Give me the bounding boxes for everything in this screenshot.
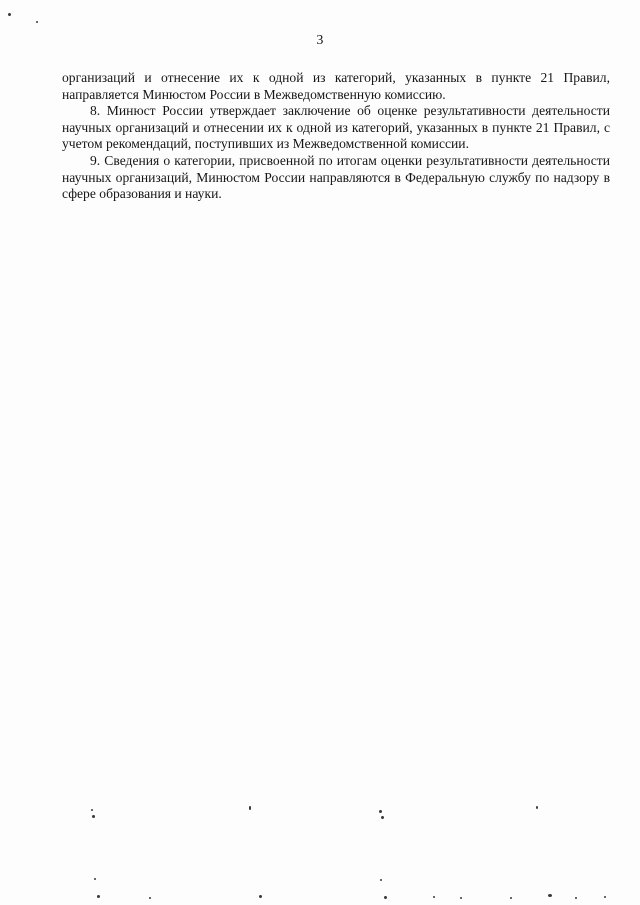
scan-speck <box>548 894 552 897</box>
scan-speck <box>380 879 382 881</box>
scan-speck <box>604 896 606 898</box>
scan-speck <box>149 897 151 899</box>
scan-speck <box>510 897 512 899</box>
paragraph-9: 9. Сведения о категории, присвоенной по итогам оценки результативности деятельности научных организаций, Минюстом России направляются в Федеральную службу по надзору в сфере образования и науки. <box>62 152 610 202</box>
scan-speck <box>97 895 100 898</box>
scan-speck <box>94 878 96 880</box>
paragraph-8: 8. Минюст России утверждает заключение об оценке результативности деятельности научных организаций и отнесении их к одной из категорий, указанных в пункте 21 Правил, с учетом рекомендаций, поступивших из Межведомственной комиссии. <box>62 103 610 152</box>
scan-speck <box>381 816 384 819</box>
scan-speck <box>92 815 95 818</box>
page-number: 3 <box>316 33 324 48</box>
scan-speck <box>91 809 93 811</box>
scan-speck <box>379 810 382 813</box>
scan-speck <box>249 806 251 810</box>
scan-speck <box>536 806 538 809</box>
scan-speck <box>460 897 462 899</box>
scan-speck <box>384 896 387 899</box>
paragraph-continuation: организаций и отнесение их к одной из категорий, указанных в пункте 21 Правил, направляется Минюстом России в Межведомственную комиссию. <box>62 70 610 102</box>
scan-speck <box>575 897 577 899</box>
scan-speck <box>36 21 38 23</box>
document-body <box>62 70 610 203</box>
scan-speck <box>259 895 262 898</box>
scan-speck <box>433 896 435 898</box>
scan-speck <box>8 13 11 16</box>
